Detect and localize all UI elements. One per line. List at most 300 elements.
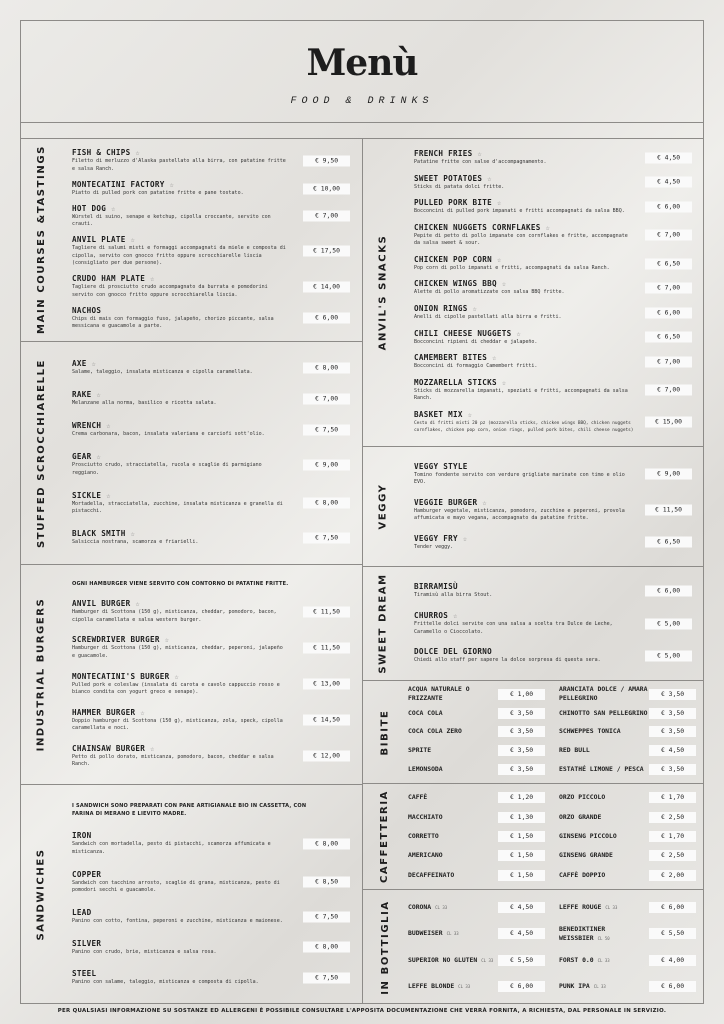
drink-name: [559, 709, 649, 718]
drink-price: € 6,00: [498, 981, 545, 992]
item-description: Bocconcini ripieni di cheddar e jalapeño.: [414, 338, 538, 345]
drink-name: [559, 746, 649, 755]
star-icon: ☆: [150, 744, 155, 753]
item-description: Doppio hamburger di Scottona (150 g), misticanza, zola, speck, cipolla caramellata e noci.: [72, 717, 283, 732]
item-name: [72, 390, 294, 400]
section-anvil-s-snacks: [362, 138, 704, 447]
menu-item: [414, 498, 696, 523]
item-name: [72, 235, 294, 245]
drink-name: [559, 727, 649, 736]
drink-size: CL 33: [597, 957, 610, 963]
drink-name: [559, 956, 649, 965]
menu-item: [414, 255, 696, 273]
drink-name: [559, 813, 649, 822]
item-name: [72, 274, 294, 284]
item-description: Tagliere di prosciutto crudo accompagnato da burrata e pomodorini servito con gnocco fritto oppure scrocchiarella liscia.: [72, 284, 268, 298]
drink-item: [408, 741, 545, 760]
item-description: Crema carbonara, bacon, insalata valeriana e carciofi sott'olio.: [72, 431, 265, 438]
star-icon: ☆: [106, 491, 111, 500]
item-name-text: VEGGIE BURGER: [414, 497, 478, 507]
menu-item: [72, 635, 354, 660]
drink-name-text: GINSENG GRANDE: [559, 851, 613, 860]
item-name: [414, 149, 636, 159]
item-price: € 9,50: [303, 155, 350, 166]
star-icon: ☆: [545, 223, 551, 232]
item-name: [72, 148, 294, 158]
item-name: [414, 647, 636, 657]
item-name: [72, 529, 294, 539]
item-price: € 8,00: [303, 363, 350, 374]
item-description: Bocconcini di formaggio Camembert fritti.: [414, 363, 538, 370]
drink-item: [408, 866, 545, 885]
item-name: [72, 599, 294, 609]
item-name-text: ANVIL PLATE: [72, 235, 126, 245]
item-price: € 8,00: [303, 838, 350, 849]
drink-price: € 6,00: [649, 902, 696, 913]
drink-name-text: AMERICANO: [408, 851, 443, 860]
menu-title: Menù: [306, 42, 418, 84]
item-name: [72, 870, 294, 880]
item-description: Petto di pollo dorato, misticanza, pomodoro, bacon, cheddar e salsa Ranch.: [72, 753, 274, 768]
drink-name: [408, 832, 498, 841]
item-name: [72, 306, 294, 316]
drink-price: € 3,50: [649, 764, 696, 775]
drink-price: € 5,50: [498, 955, 545, 966]
drink-name-text: CHINOTTO SAN PELLEGRINO: [559, 708, 648, 717]
star-icon: ☆: [174, 672, 179, 681]
section-sweet-dream: [362, 567, 704, 681]
drink-size: CL 33: [435, 904, 448, 910]
menu-item: [72, 708, 354, 733]
section-stuffed-scrocchiarelle: [20, 342, 362, 565]
drink-item: [559, 894, 696, 921]
drink-item: [559, 723, 696, 742]
drink-name: [559, 793, 649, 802]
drink-item: [408, 704, 545, 723]
item-price: € 6,00: [645, 307, 692, 318]
section-label: [362, 784, 408, 889]
item-description: Chiedi allo staff per sapere la dolce sorpresa di questa sera.: [414, 657, 601, 664]
item-name-text: BLACK SMITH: [72, 529, 126, 539]
star-icon: ☆: [96, 453, 102, 462]
section-label: [20, 138, 62, 341]
section-main-courses-tastings: [20, 138, 362, 342]
drink-name-text: ACQUA NATURALE O FRIZZANTE: [408, 685, 470, 703]
drink-name-text: BUDWEISER: [408, 929, 443, 938]
drink-size: CL 33: [446, 931, 459, 937]
item-description: Sandwich con tacchino arrosto, scaglie di grana, misticanza, pesto di pomodori secchi e guacamole.: [72, 879, 280, 894]
item-name: [72, 672, 294, 682]
item-name-text: SILVER: [72, 938, 102, 948]
allergen-footer: PER QUALSIASI INFORMAZIONE SU SOSTANZE ED ALLERGENI È POSSIBILE CONSULTARE L'APPOSITA DOCUMENTAZIONE CHE VERRÀ FORNITA, A RICHIESTA, DAL PERSONALE IN SERVIZIO.: [57, 1008, 667, 1014]
drink-name: [559, 685, 649, 703]
item-description: Panino con salame, taleggio, misticanza e composta di cipolla.: [72, 979, 259, 986]
item-list: [72, 138, 354, 341]
drink-item: [408, 947, 545, 974]
item-name-text: CAMEMBERT BITES: [414, 353, 488, 363]
item-name-text: MOZZARELLA STICKS: [414, 377, 497, 387]
item-price: € 7,50: [303, 911, 350, 922]
menu-item: [72, 204, 354, 229]
item-name-text: CHICKEN NUGGETS CORNFLAKES: [414, 222, 541, 232]
item-description: Tender veggy.: [414, 543, 454, 550]
item-price: € 6,50: [645, 537, 692, 548]
item-description: Pop corn di pollo impanati e fritti, accompagnati da salsa Ranch.: [414, 264, 610, 271]
item-price: € 7,00: [303, 394, 350, 405]
item-description: Sticks di mozzarella impanati, speziati e fritti, accompagnati da salsa Ranch.: [414, 387, 628, 402]
drink-name-text: FORST 0.0: [559, 955, 594, 964]
item-name: [72, 908, 294, 918]
drink-name-text: ARANCIATA DOLCE / AMARA PELLEGRINO: [559, 685, 648, 703]
star-icon: ☆: [111, 204, 116, 213]
item-description: Melanzane alla norma, basilico e ricotta salata.: [72, 400, 217, 407]
item-price: € 11,50: [303, 606, 350, 617]
item-price: € 4,50: [645, 152, 692, 163]
item-name-text: ANVIL BURGER: [72, 599, 131, 609]
item-description: Prosciutto crudo, stracciatella, rucola e scaglie di parmigiano reggiano.: [72, 462, 262, 476]
drink-grid: [408, 685, 696, 779]
item-name: [414, 304, 636, 314]
item-name: [72, 204, 294, 214]
star-icon: ☆: [135, 149, 140, 158]
star-icon: ☆: [135, 600, 140, 609]
item-description: Anelli di cipolle pastellati alla birra e fritti.: [414, 314, 562, 321]
star-icon: ☆: [472, 305, 478, 314]
drink-item: [559, 947, 696, 974]
menu-item: [414, 647, 696, 665]
drink-item: [559, 846, 696, 865]
drink-item: [408, 846, 545, 865]
star-icon: ☆: [453, 612, 458, 620]
item-name-text: HOT DOG: [72, 203, 107, 213]
star-icon: ☆: [164, 636, 170, 645]
item-name-text: CHICKEN WINGS BBQ: [414, 279, 497, 289]
drink-price: € 1,20: [498, 792, 545, 803]
drink-name-text: PUNK IPA: [559, 982, 590, 991]
section-label: [362, 890, 408, 1004]
item-name: [414, 329, 636, 339]
drink-name-text: SCHWEPPES TONICA: [559, 727, 621, 736]
drink-name: [559, 871, 649, 880]
drink-price: € 3,50: [649, 726, 696, 737]
section-title: ANVIL'S SNACKS: [377, 234, 389, 350]
item-name-text: SICKLE: [72, 490, 102, 500]
item-description: Hamburger di Scottona (150 g), misticanza, cheddar, peperoni, jalapeño e guacamole.: [72, 645, 283, 659]
drink-size: CL 33: [605, 904, 618, 910]
menu-item: [72, 235, 354, 268]
star-icon: ☆: [501, 378, 507, 387]
item-name: [72, 744, 294, 754]
drink-item: [559, 685, 696, 704]
item-list: [414, 567, 696, 680]
menu-item: [72, 274, 354, 299]
item-description: Mortadella, stracciatella, zucchine, insalata misticanza e granella di pistacchi.: [72, 500, 283, 515]
drink-price: € 2,50: [649, 850, 696, 861]
item-name-text: STEEL: [72, 969, 97, 979]
menu-item: [414, 353, 696, 371]
section-title: SWEET DREAM: [377, 573, 389, 674]
menu-item: [72, 969, 354, 987]
item-price: € 6,50: [645, 258, 692, 269]
item-name: [72, 359, 294, 369]
menu-item: [72, 908, 354, 926]
menu-item: [414, 174, 696, 192]
star-icon: ☆: [487, 174, 492, 183]
section-note: OGNI HAMBURGER VIENE SERVITO CON CONTORNO DI PATATINE FRITTE.: [72, 581, 289, 588]
drink-price: € 6,00: [649, 981, 696, 992]
drink-price: € 3,50: [498, 708, 545, 719]
menu-item: [414, 534, 696, 552]
section-note: I SANDWICH SONO PREPARATI CON PANE ARTIGIANALE BIO IN CASSETTA, CON FARINA DI MERANO E LIEVITO MADRE.: [72, 803, 307, 818]
item-price: € 9,00: [645, 469, 692, 480]
drink-price: € 1,70: [649, 792, 696, 803]
item-price: € 6,50: [645, 332, 692, 343]
star-icon: ☆: [169, 180, 175, 189]
item-name-text: BIRRAMISÙ: [414, 582, 458, 592]
item-name-text: HAMMER BURGER: [72, 707, 136, 717]
drink-name-text: ESTATHÉ LIMONE / PESCA: [559, 765, 644, 774]
drink-name-text: COCA COLA: [408, 708, 443, 717]
item-price: € 7,50: [303, 532, 350, 543]
item-price: € 7,50: [303, 972, 350, 983]
star-icon: ☆: [140, 708, 145, 717]
drink-price: € 3,50: [649, 689, 696, 700]
item-description: Tomino fondente servito con verdure grigliate marinate con timo e olio EVO.: [414, 471, 625, 486]
section-bibite: [362, 681, 704, 784]
drink-name-text: CAFFÈ DOPPIO: [559, 870, 606, 879]
item-name: [414, 582, 636, 592]
menu-item: [72, 390, 354, 408]
menu-item: [414, 378, 696, 403]
menu-item: [414, 304, 696, 322]
item-name: [72, 969, 294, 979]
item-name: [72, 635, 294, 645]
menu-item: [414, 410, 696, 435]
section-title: MAIN COURSES &TASTINGS: [35, 145, 47, 334]
item-name-text: AXE: [72, 359, 87, 369]
drink-item: [559, 741, 696, 760]
item-description: Tagliere di salumi misti e formaggi accompagnati da miele e composta di cipolla, servito con gnocco fritto oppure scrocchiarelle liscia (consigliato per due persone).: [72, 245, 286, 267]
drink-item: [559, 921, 696, 948]
item-price: € 13,00: [303, 679, 350, 690]
menu-item: [72, 529, 354, 547]
item-price: € 5,00: [645, 618, 692, 629]
menu-item: [72, 421, 354, 439]
item-description: Frittelle dolci servite con una salsa a scelta tra Dulce de Leche, Caramello o Cioccolato.: [414, 621, 613, 635]
item-name-text: SCREWDRIVER BURGER: [72, 635, 160, 645]
item-description: Würstel di suino, senape e ketchup, cipolla croccante, servito con crauti.: [72, 213, 271, 228]
star-icon: ☆: [130, 530, 136, 539]
drink-name-text: RED BULL: [559, 746, 590, 755]
menu-item: [414, 582, 696, 600]
drink-grid: [408, 788, 696, 885]
menu-item: [72, 452, 354, 477]
item-name: [414, 198, 636, 208]
star-icon: ☆: [130, 236, 136, 245]
item-name: [414, 611, 636, 621]
item-description: Piatto di pulled pork con patatine fritte e pane tostato.: [72, 189, 244, 196]
drink-name-text: SUPERIOR NO GLUTEN: [408, 955, 478, 964]
drink-name-text: CAFFÈ: [408, 793, 428, 802]
item-name-text: CHURROS: [414, 611, 449, 620]
drink-name: [408, 793, 498, 802]
item-list: [72, 785, 354, 1004]
drink-item: [559, 807, 696, 826]
item-description: Sandwich con mortadella, pesto di pistacchi, scamorza affumicata e misticanza.: [72, 841, 271, 855]
item-name-text: DOLCE DEL GIORNO: [414, 647, 492, 657]
star-icon: ☆: [501, 280, 507, 289]
item-name-text: IRON: [72, 831, 92, 841]
item-price: € 7,50: [303, 425, 350, 436]
drink-name: [408, 685, 498, 703]
item-price: € 4,50: [645, 177, 692, 188]
drink-name: [559, 851, 649, 860]
menu-item: [414, 329, 696, 347]
drink-name-text: LEFFE ROUGE: [559, 902, 602, 911]
drink-item: [559, 866, 696, 885]
drink-size: CL 50: [597, 935, 610, 941]
drink-price: € 1,50: [498, 870, 545, 881]
drink-name: [559, 832, 649, 841]
item-name: [72, 831, 294, 841]
section-veggy: [362, 447, 704, 567]
drink-name: [408, 746, 498, 755]
item-description: Salsiccia nostrana, scamorza e friarielli.: [72, 539, 199, 546]
drink-price: € 2,50: [649, 812, 696, 823]
star-icon: ☆: [462, 534, 468, 543]
item-name: [72, 180, 294, 190]
menu-item: [72, 306, 354, 331]
item-name-text: CHILI CHEESE NUGGETS: [414, 328, 512, 338]
item-name: [72, 939, 294, 949]
drink-name-text: LEMONSODA: [408, 765, 443, 774]
item-name: [72, 708, 294, 718]
drink-name-text: BENEDIKTINER WEISSBIER: [559, 924, 606, 942]
item-name-text: CRUDO HAM PLATE: [72, 274, 146, 284]
drink-name: [559, 903, 649, 912]
item-price: € 7,00: [645, 385, 692, 396]
item-description: Filetto di merluzzo d'Alaska pastellato alla birra, con patatine fritte e salsa Ranch.: [72, 158, 286, 172]
item-description: Alette di pollo aromatizzate con salsa BBQ fritte.: [414, 289, 565, 296]
menu-item: [72, 744, 354, 769]
drink-name: [408, 727, 498, 736]
item-description: Salame, taleggio, insalata misticanza e cipolla caramellata.: [72, 369, 253, 376]
drink-price: € 3,50: [498, 726, 545, 737]
drink-price: € 3,50: [498, 764, 545, 775]
item-name-text: VEGGY FRY: [414, 533, 458, 543]
section-caffetteria: [362, 784, 704, 890]
item-price: € 11,50: [303, 642, 350, 653]
item-price: € 6,00: [645, 201, 692, 212]
section-in-bottiglia: [362, 890, 704, 1004]
section-title: STUFFED SCROCCHIARELLE: [35, 358, 47, 548]
drink-item: [559, 760, 696, 779]
drink-price: € 3,50: [649, 708, 696, 719]
section-label: [20, 785, 62, 1004]
drink-item: [408, 974, 545, 1001]
drink-grid: [408, 894, 696, 1000]
item-price: € 8,00: [303, 942, 350, 953]
section-industrial-burgers: [20, 565, 362, 785]
drink-price: € 4,50: [649, 745, 696, 756]
star-icon: ☆: [496, 199, 502, 208]
item-name: [414, 223, 636, 233]
section-title: BIBITE: [379, 709, 391, 755]
item-name-text: CHICKEN POP CORN: [414, 254, 492, 264]
drink-item: [408, 760, 545, 779]
menu-item: [414, 198, 696, 216]
drink-item: [408, 894, 545, 921]
item-name: [414, 255, 636, 265]
drink-name: [408, 956, 498, 965]
drink-name: [559, 925, 649, 943]
item-name: [414, 410, 636, 420]
item-price: € 8,00: [303, 498, 350, 509]
item-description: Hamburger di Scottona (150 g), misticanza, cheddar, pomodoro, bacon, cipolla caramellata e salsa western burger.: [72, 609, 277, 623]
item-price: € 12,00: [303, 751, 350, 762]
item-name-text: CHAINSAW BURGER: [72, 743, 146, 753]
star-icon: ☆: [516, 329, 521, 338]
item-name: [72, 421, 294, 431]
drink-item: [559, 704, 696, 723]
item-description: Cesto di fritti misti 20 pz (mozzarella sticks, chicken wings BBQ, chicken nuggets cornflakes, chicken pop corn, onion rings, pulled pork bites, chili cheese nuggets): [414, 420, 634, 434]
item-name: [414, 279, 636, 289]
drink-item: [559, 827, 696, 846]
menu-item: [72, 870, 354, 895]
drink-size: CL 33: [593, 984, 606, 990]
star-icon: ☆: [106, 422, 111, 431]
star-icon: ☆: [496, 255, 502, 264]
item-price: € 7,00: [303, 211, 350, 222]
menu-item: [414, 611, 696, 636]
item-price: € 9,00: [303, 459, 350, 470]
drink-name: [408, 903, 498, 912]
item-price: € 7,00: [645, 230, 692, 241]
section-label: [20, 565, 62, 784]
item-description: Pulled pork e coleslaw (insalata di carota e cavolo cappuccio rosso e bianco condita con yogurt greco e senape).: [72, 681, 280, 696]
drink-price: € 1,30: [498, 812, 545, 823]
drink-name: [408, 813, 498, 822]
section-title: SANDWICHES: [35, 848, 47, 941]
item-description: Tiramisù alla birra Stout.: [414, 592, 493, 599]
item-description: Bocconcini di pulled pork impanati e fritti accompagnati da salsa BBQ.: [414, 208, 625, 215]
drink-price: € 1,70: [649, 831, 696, 842]
drink-name: [559, 765, 649, 774]
menu-subtitle: FOOD & DRINKS: [290, 96, 434, 107]
item-price: € 14,00: [303, 281, 350, 292]
item-description: Hamburger vegetale, misticanza, pomodoro, zucchine e peperoni, provola affumicata e mayo vegana, accompagnato da patatine fritte.: [414, 507, 625, 522]
section-title: IN BOTTIGLIA: [379, 899, 391, 995]
section-title: CAFFETTERIA: [379, 789, 391, 884]
item-description: Panino con crudo, brie, misticanza e salsa rosa.: [72, 948, 217, 955]
drink-name-text: COCA COLA ZERO: [408, 727, 462, 736]
item-list: [72, 342, 354, 564]
item-price: € 14,50: [303, 715, 350, 726]
drink-name-text: CORRETTO: [408, 831, 439, 840]
item-name-text: PULLED PORK BITE: [414, 198, 492, 208]
star-icon: ☆: [467, 410, 473, 419]
item-name-text: WRENCH: [72, 421, 102, 431]
drink-size: CL 33: [458, 984, 471, 990]
section-label: [362, 138, 404, 446]
menu-item: [72, 359, 354, 377]
item-name: [414, 462, 636, 472]
section-label: [362, 567, 404, 680]
section-title: INDUSTRIAL BURGERS: [35, 597, 47, 752]
drink-name: [408, 851, 498, 860]
drink-price: € 1,50: [498, 850, 545, 861]
star-icon: ☆: [482, 498, 487, 507]
